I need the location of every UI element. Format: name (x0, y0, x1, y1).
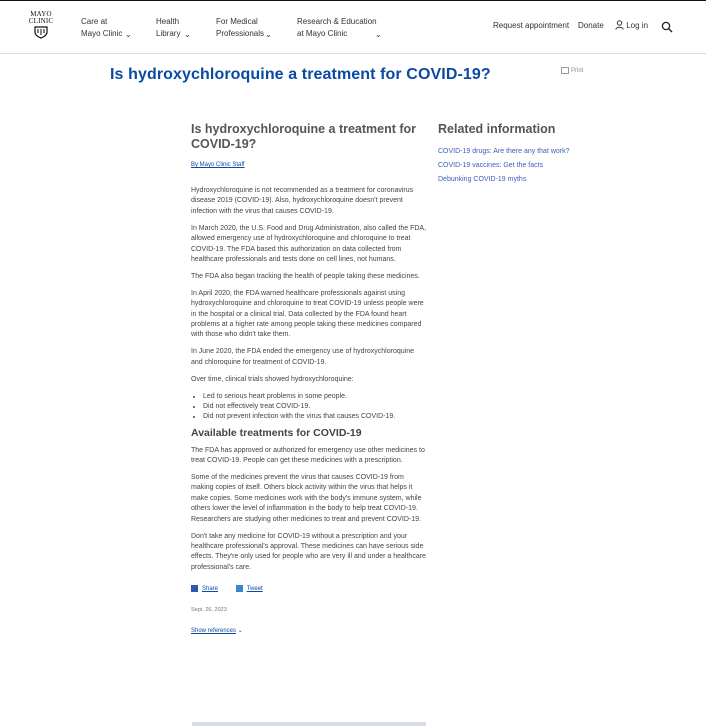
chevron-down-icon: ⌄ (265, 30, 272, 39)
nav-label-line2: Library (156, 29, 181, 38)
login-label: Log in (626, 21, 649, 30)
article-paragraph: The FDA also began tracking the health of people taking these medicines. (191, 272, 420, 280)
related-link[interactable]: Debunking COVID-19 myths (438, 176, 527, 183)
chevron-down-icon: ⌄ (375, 30, 382, 39)
nav-label-line1: Health (156, 17, 180, 26)
article-paragraph: Don't take any medicine for COVID-19 without a prescription and your healthcare professional's approval. These medicines can have serious side effects. They're only used for people who are very ill and under a healthcare professional's care. (191, 532, 426, 571)
section-heading: Available treatments for COVID-19 (191, 426, 362, 439)
facebook-share-button[interactable] (191, 586, 218, 592)
print-label: Print (571, 68, 584, 75)
chevron-down-icon: ⌄ (184, 30, 191, 39)
share-label: Share (202, 586, 219, 593)
nav-label-line2: at Mayo Clinic (297, 29, 348, 38)
nav-label-line1: Research & Education (297, 17, 377, 26)
publish-date: Sept. 26, 2023 (191, 607, 227, 614)
printer-icon (561, 67, 569, 74)
nav-for-medical-professionals[interactable] (216, 16, 272, 40)
facebook-icon (191, 585, 198, 592)
mayo-clinic-logo[interactable] (24, 11, 58, 41)
chevron-down-icon: ⌄ (125, 30, 132, 39)
tweet-label: Tweet (246, 586, 263, 593)
article-paragraph: The FDA has approved or authorized for emergency use other medicines to treat COVID-19. People can get these medicines with a prescription. (191, 446, 425, 465)
article-heading: Is hydroxychloroquine a treatment for COVID-19? (191, 122, 417, 151)
nav-research-education[interactable] (297, 16, 382, 40)
show-references-button[interactable] (191, 627, 427, 634)
article-paragraph: In June 2020, the FDA ended the emergency use of hydroxychloroquine and chloroquine for treatment of COVID-19. (191, 348, 414, 366)
article-paragraph: Over time, clinical trials showed hydroxychloroquine: (191, 375, 354, 383)
article-paragraph: Some of the medicines prevent the virus that causes COVID-19 from making copies of itself. Others block activity within the virus that helps it make copies. Some medicines work with the body's immune system, while others lower the level of inflammation in the body to help treat COVID-19. Researchers are studying other medicines to treat and prevent COVID-19. (191, 474, 422, 523)
article-paragraph: Hydroxychloroquine is not recommended as a treatment for coronavirus disease 2019 (COVID-19). Also, hydroxychloroquine doesn't prevent infection with the virus that causes COVID-19. (191, 187, 414, 215)
chevron-down-icon: ⌄ (237, 628, 243, 635)
nav-care-at-mayo-clinic[interactable] (81, 16, 132, 40)
page-title: Is hydroxychloroquine a treatment for COVID-19? (110, 66, 491, 83)
login-link[interactable] (615, 20, 648, 30)
bullet-list (191, 392, 427, 423)
nav-health-library[interactable] (156, 16, 191, 40)
user-icon (615, 20, 624, 30)
twitter-icon (236, 585, 243, 592)
list-item: • Led to serious heart problems in some people. (203, 392, 427, 402)
logo-text-clinic: CLINIC (28, 17, 54, 25)
logo-text-mayo: MAYO (30, 10, 52, 18)
related-information (438, 122, 638, 187)
donate-link[interactable]: Donate (578, 21, 604, 30)
nav-label-line2: Professionals (216, 29, 265, 38)
nav-label-line1: Care at (81, 17, 108, 26)
article-paragraph: In April 2020, the FDA warned healthcare professionals against using hydroxychloroquine and chloroquine to treat COVID-19 unless people were in the hospital or a clinical trial. Data collected by the FDA found heart problems at a higher rate among people taking these medicines compared with those who didn't take them. (191, 289, 424, 339)
list-item: • Did not prevent infection with the virus that causes COVID-19. (203, 412, 427, 422)
byline-link[interactable]: By Mayo Clinic Staff (191, 162, 245, 168)
site-header (0, 1, 706, 54)
show-references-label: Show references (191, 628, 237, 635)
related-link[interactable]: COVID-19 drugs: Are there any that work? (438, 148, 570, 155)
nav-label-line1: For Medical (216, 17, 258, 26)
shield-icon (34, 26, 48, 39)
bottom-divider (192, 722, 426, 726)
related-link[interactable]: COVID-19 vaccines: Get the facts (438, 162, 544, 169)
related-heading: Related information (438, 122, 556, 136)
article-paragraph: In March 2020, the U.S. Food and Drug Administration, also called the FDA, allowed emergency use of hydroxychloroquine and chloroquine to treat COVID-19. The FDA based this authorization on data collected from healthcare professionals and tests done on cell lines, not humans. (191, 224, 427, 263)
list-item: • Did not effectively treat COVID-19. (203, 402, 427, 412)
share-bar (191, 585, 427, 595)
request-appointment-link[interactable]: Request appointment (493, 21, 570, 30)
twitter-tweet-button[interactable] (220, 586, 263, 592)
article (191, 122, 427, 634)
search-icon[interactable] (661, 21, 673, 33)
nav-label-line2: Mayo Clinic (81, 29, 123, 38)
print-button[interactable] (561, 67, 583, 74)
